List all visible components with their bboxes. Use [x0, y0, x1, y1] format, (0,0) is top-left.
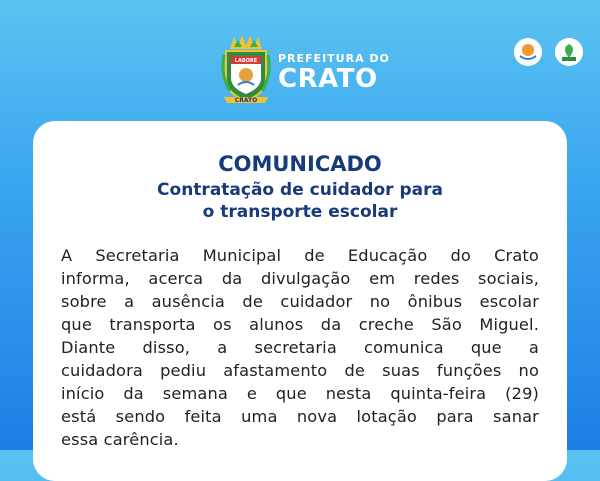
body-line: Diante disso, a secretaria comunica que a [61, 338, 539, 357]
body-line: que transporta os alunos da creche São Miguel. [61, 315, 539, 334]
body-line: início da semana e que nesta quinta-feira (29) [61, 384, 539, 403]
body-line: A Secretaria Municipal de Educação do Crato [61, 246, 539, 265]
brand-name: CRATO [278, 64, 378, 94]
notice-body [61, 244, 539, 451]
body-line: essa carência. [61, 430, 179, 449]
crest-label: CRATO [234, 97, 258, 104]
subtitle-line: o transporte escolar [202, 202, 398, 222]
body-line: cuidadora pediu afastamento de suas funções no [61, 361, 539, 380]
body-line: está sendo feita uma nova lotação para sanar [61, 407, 539, 426]
subtitle-line: Contratação de cuidador para [157, 180, 443, 200]
body-line: sobre a ausência de cuidador no ônibus escolar [61, 292, 539, 311]
sun-seal-icon [514, 38, 542, 66]
leaf-seal-icon [555, 38, 583, 66]
crest-ribbon: LABORE [234, 58, 258, 64]
brand-wordmark [278, 52, 390, 93]
brand-prefix: PREFEITURA DO [278, 52, 390, 65]
notice-title: COMUNICADO [218, 152, 382, 176]
body-line: informa, acerca da divulgação em redes sociais, [61, 269, 539, 288]
coat-of-arms-logo [220, 35, 272, 107]
header [0, 0, 600, 120]
notice-subtitle [0, 179, 600, 223]
